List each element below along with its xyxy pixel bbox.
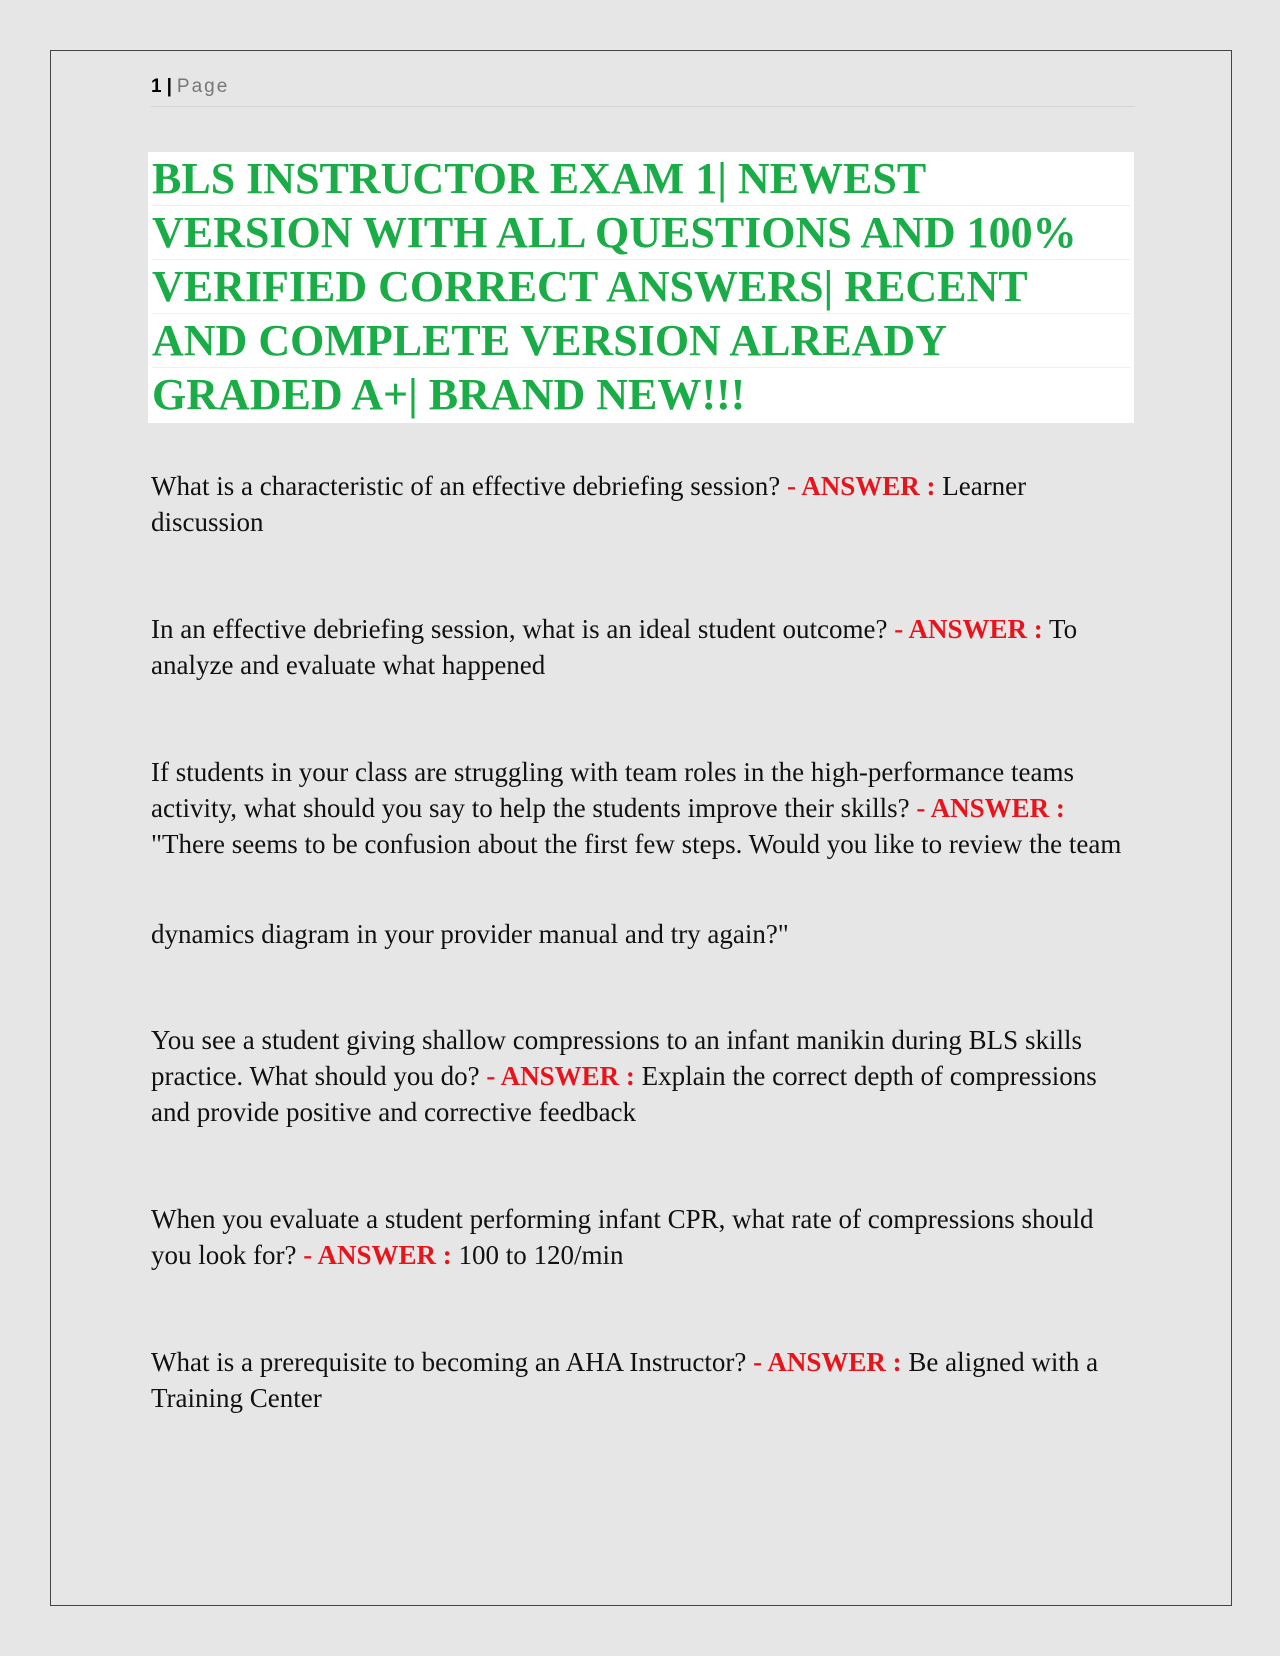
answer-marker: - ANSWER :: [916, 793, 1065, 823]
answer-text: Be aligned with a Training Center: [151, 1347, 1099, 1413]
page-label: Page: [176, 76, 230, 97]
answer-marker: - ANSWER :: [753, 1347, 902, 1377]
title-line: VERIFIED CORRECT ANSWERS| RECENT: [152, 260, 1130, 314]
document-title: [148, 152, 1134, 423]
question-text: In an effective debriefing session, what is an ideal student outcome?: [151, 614, 888, 644]
answer-text: To analyze and evaluate what happened: [151, 614, 1078, 680]
answer-text: Learner discussion: [151, 471, 1027, 537]
qa-item: [151, 754, 1135, 862]
question-text: What is a characteristic of an effective debriefing session?: [151, 471, 781, 501]
question-text: When you evaluate a student performing infant CPR, what rate of compressions should you look for?: [151, 1204, 1094, 1270]
answer-text: "There seems to be confusion about the first few steps. Would you like to review the team: [151, 829, 1122, 859]
qa-item: [151, 1344, 1135, 1416]
qa-item: [151, 611, 1135, 683]
page-header: [151, 76, 1135, 107]
qa-item: [151, 1022, 1135, 1130]
title-line: VERSION WITH ALL QUESTIONS AND 100%: [152, 206, 1130, 260]
qa-item: [151, 1201, 1135, 1273]
answer-text: dynamics diagram in your provider manual and try again?": [151, 919, 789, 949]
answer-marker: - ANSWER :: [894, 614, 1043, 644]
question-text: If students in your class are struggling with team roles in the high-performance teams activity, what should you say to help the students improve their skills?: [151, 757, 1074, 823]
title-line: GRADED A+| BRAND NEW!!!: [152, 370, 746, 419]
qa-item-continuation: [151, 916, 1135, 952]
question-text: What is a prerequisite to becoming an AHA Instructor?: [151, 1347, 747, 1377]
answer-marker: - ANSWER :: [303, 1240, 452, 1270]
title-line: AND COMPLETE VERSION ALREADY: [152, 314, 1130, 368]
answer-marker: - ANSWER :: [486, 1061, 635, 1091]
title-line: BLS INSTRUCTOR EXAM 1| NEWEST: [152, 152, 1130, 206]
page-separator: |: [166, 76, 174, 97]
page-number: 1: [151, 76, 164, 97]
answer-marker: - ANSWER :: [786, 471, 936, 501]
question-text: You see a student giving shallow compressions to an infant manikin during BLS skills practice. What should you do?: [151, 1025, 1082, 1091]
answer-text: Explain the correct depth of compressions and provide positive and corrective feedback: [151, 1061, 1097, 1127]
answer-text: 100 to 120/min: [458, 1240, 624, 1270]
qa-item: [151, 468, 1135, 540]
